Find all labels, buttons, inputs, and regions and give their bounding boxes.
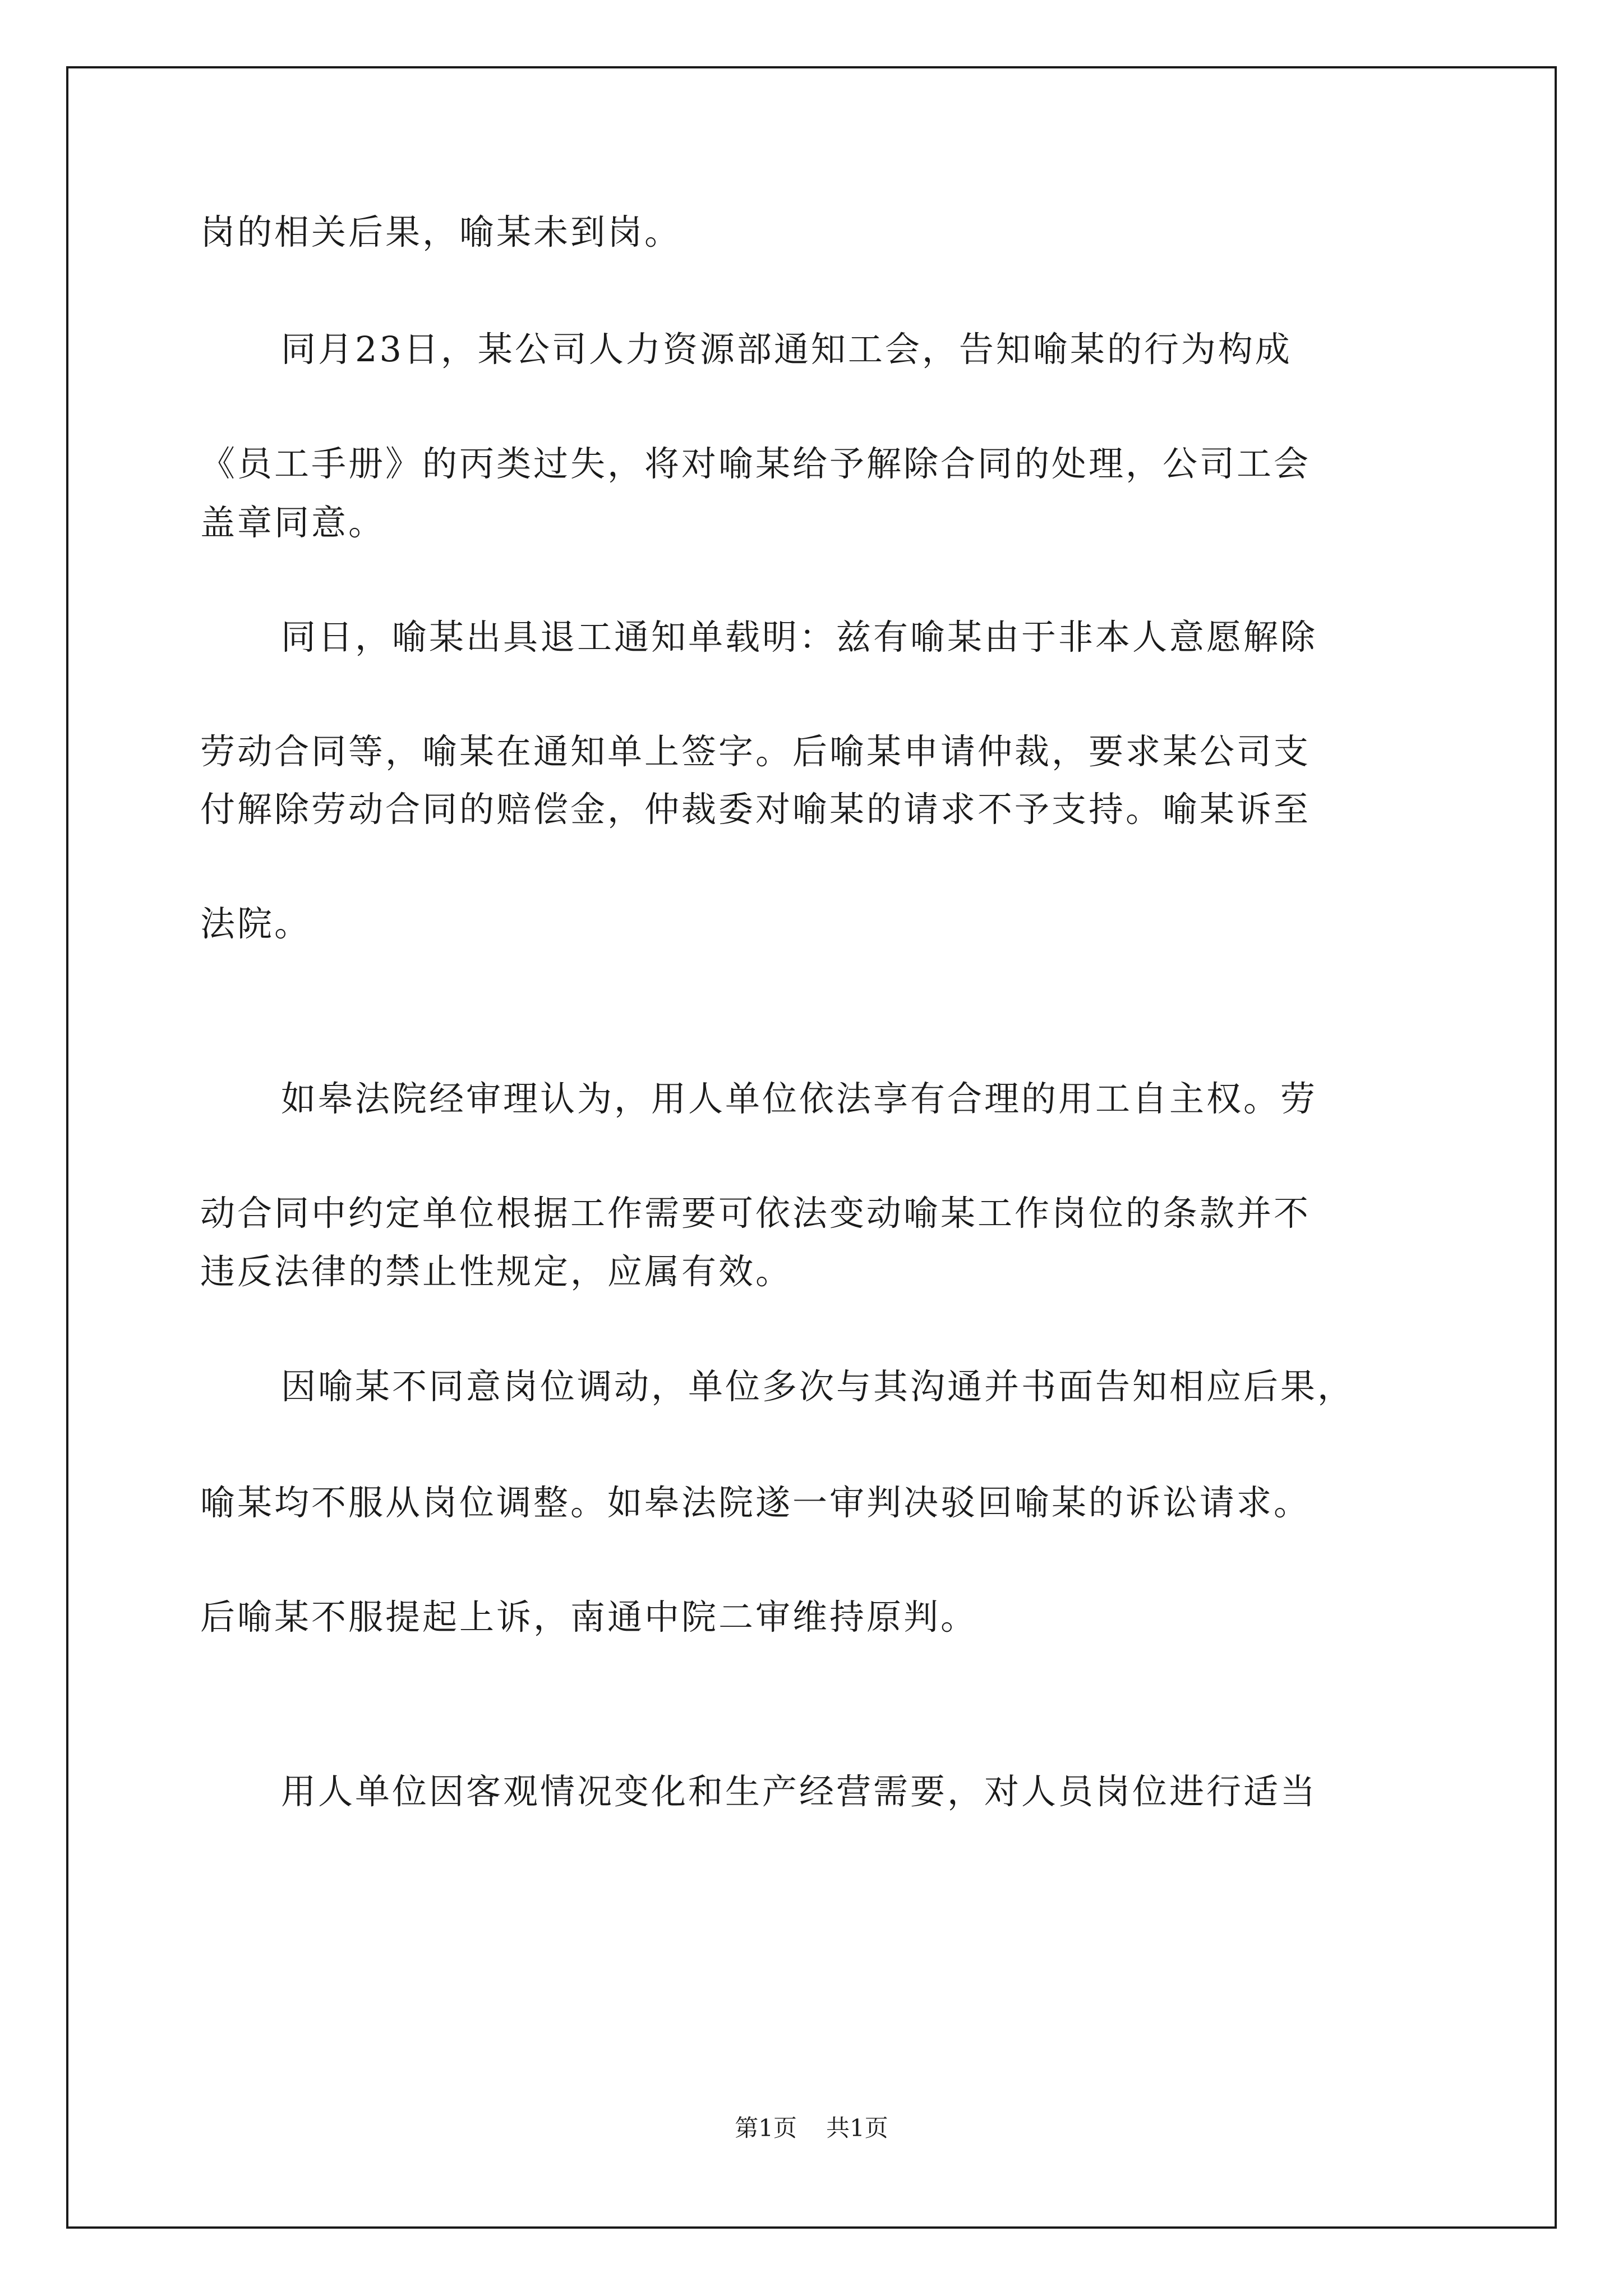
page-number: 第1页 xyxy=(735,2114,797,2142)
text-line: 劳动合同等，喻某在通知单上签字。后喻某申请仲裁，要求某公司支 xyxy=(200,731,1311,772)
text-line: 因喻某不同意岗位调动，单位多次与其沟通并书面告知相应后果， xyxy=(281,1366,1355,1407)
text-line: 喻某均不服从岗位调整。如皋法院遂一审判决驳回喻某的诉讼请求。 xyxy=(200,1482,1311,1523)
text-line: 法院。 xyxy=(200,903,312,944)
text-line: 动合同中约定单位根据工作需要可依法变动喻某工作岗位的条款并不 xyxy=(200,1193,1311,1234)
text-line: 后喻某不服提起上诉，南通中院二审维持原判。 xyxy=(200,1596,978,1637)
page-footer xyxy=(0,2116,1623,2140)
page-border xyxy=(66,66,1557,2229)
text-line: 盖章同意。 xyxy=(200,502,386,543)
text-line: 同月23日，某公司人力资源部通知工会，告知喻某的行为构成 xyxy=(281,329,1292,370)
text-line: 同日，喻某出具退工通知单载明：兹有喻某由于非本人意愿解除 xyxy=(281,616,1318,657)
text-line: 《员工手册》的丙类过失，将对喻某给予解除合同的处理，公司工会 xyxy=(200,443,1311,484)
page-total: 共1页 xyxy=(826,2114,888,2142)
text-line: 违反法律的禁止性规定，应属有效。 xyxy=(200,1251,793,1292)
text-line: 用人单位因客观情况变化和生产经营需要，对人员岗位进行适当 xyxy=(281,1771,1318,1812)
text-line: 如皋法院经审理认为，用人单位依法享有合理的用工自主权。劳 xyxy=(281,1078,1318,1119)
text-line: 岗的相关后果，喻某未到岗。 xyxy=(200,211,682,252)
text-line: 付解除劳动合同的赔偿金，仲裁委对喻某的请求不予支持。喻某诉至 xyxy=(200,789,1311,830)
